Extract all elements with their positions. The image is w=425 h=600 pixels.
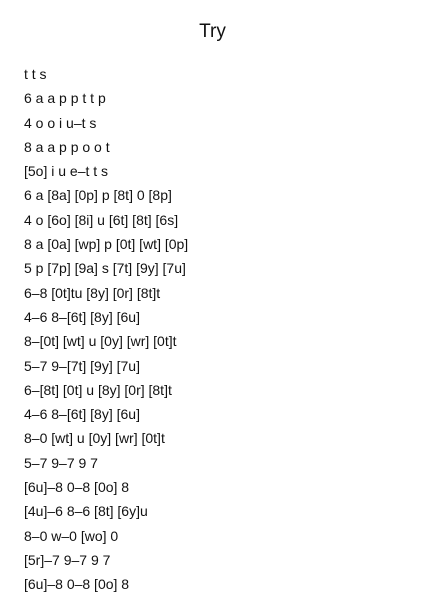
notation-line: 8 a [0a] [wp] p [0t] [wt] [0p]	[24, 236, 189, 253]
notation-line: 8–0 [wt] u [0y] [wr] [0t]t	[24, 430, 165, 447]
notation-line: 6–[8t] [0t] u [8y] [0r] [8t]t	[24, 381, 172, 398]
notation-line: 4–6 8–[6t] [8y] [6u]	[24, 406, 140, 423]
notation-line: 8 a a p p o o t	[24, 138, 110, 155]
notation-line: [6u]–8 0–8 [0o] 8	[24, 576, 130, 593]
notation-line: 5–7 9–7 9 7	[24, 454, 98, 471]
notation-line: [5o] i u e–t t s	[24, 163, 109, 180]
notation-line: 6 a a p p t t p	[24, 90, 106, 107]
notation-line: [4u]–6 8–6 [8t] [6y]u	[24, 503, 148, 520]
notation-line: 5 p [7p] [9a] s [7t] [9y] [7u]	[24, 260, 186, 277]
notation-line: t t s	[24, 66, 47, 82]
notation-line: 4 o o i u–t s	[24, 114, 97, 131]
notation-line: 6–8 [0t]tu [8y] [0r] [8t]t	[24, 284, 161, 301]
notation-line: 4 o [6o] [8i] u [6t] [8t] [6s]	[24, 211, 179, 228]
notation-line: 8–[0t] [wt] u [0y] [wr] [0t]t	[24, 333, 177, 350]
notation-lines	[24, 62, 188, 597]
notation-line: 6 a [8a] [0p] p [8t] 0 [8p]	[24, 187, 172, 204]
notation-line: 8–0 w–0 [wo] 0	[24, 527, 119, 544]
document-title: Try	[199, 21, 226, 42]
notation-line: [5r]–7 9–7 9 7	[24, 551, 111, 568]
notation-line: [6u]–8 0–8 [0o] 8	[24, 479, 130, 496]
notation-line: 5–7 9–[7t] [9y] [7u]	[24, 357, 140, 374]
notation-line: 4–6 8–[6t] [8y] [6u]	[24, 308, 140, 325]
